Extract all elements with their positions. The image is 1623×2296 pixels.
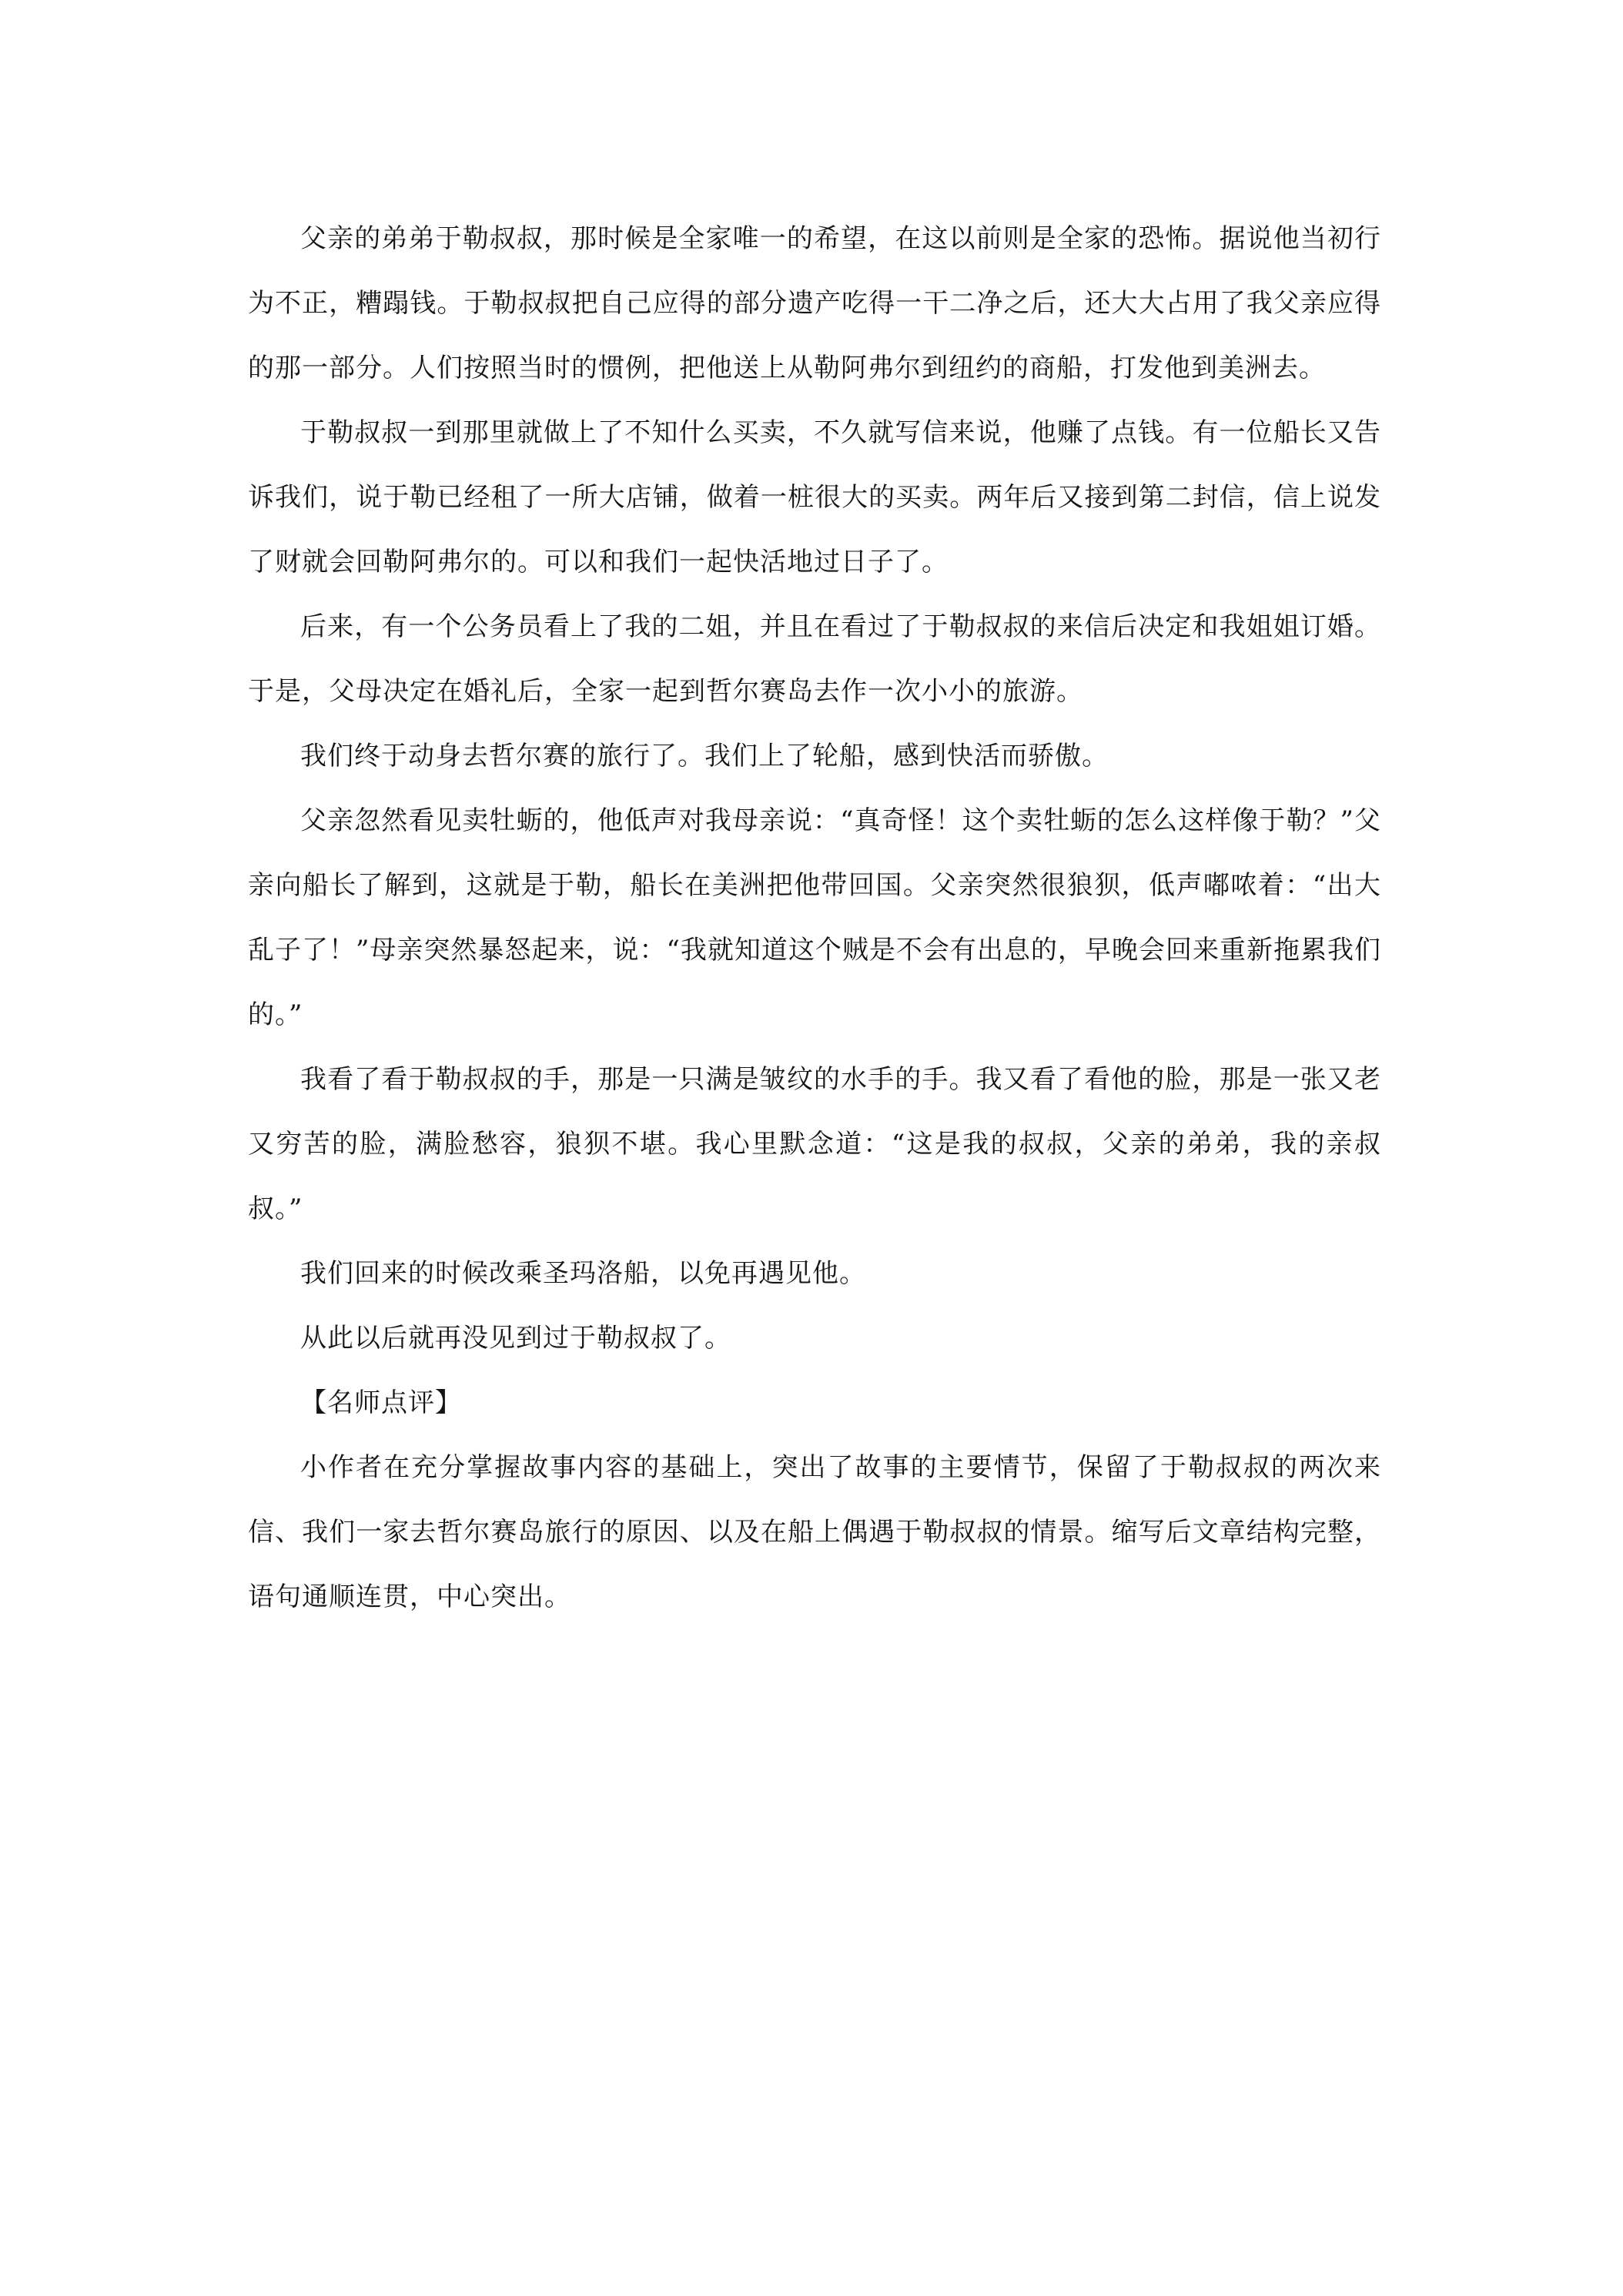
paragraph-ending: 从此以后就再没见到过于勒叔叔了。: [300, 1323, 731, 1354]
paragraph-engagement: 后来，有一个公务员看上了我的二姐，并且在看过了于勒叔叔的来信后决定和我姐姐订婚。于是，父母决定在婚礼后，全家一起到哲尔赛岛去作一次小小的旅游。: [248, 611, 1381, 707]
document-page: [248, 206, 1381, 1629]
paragraph-uncle-hands: 我看了看于勒叔叔的手，那是一只满是皱纹的水手的手。我又看了看他的脸，那是一张又老又穷苦的脸，满脸愁容，狼狈不堪。我心里默念道：“这是我的叔叔，父亲的弟弟，我的亲叔叔。”: [248, 1064, 1381, 1224]
commentary-heading: 【名师点评】: [300, 1387, 462, 1418]
paragraph-uncle-letters: 于勒叔叔一到那里就做上了不知什么买卖，不久就写信来说，他赚了点钱。有一位船长又告诉我们，说于勒已经租了一所大店铺，做着一桩很大的买卖。两年后又接到第二封信，信上说发了财就会回勒阿弗尔的。可以和我们一起快活地过日子了。: [248, 417, 1381, 577]
paragraph-departure: 我们终于动身去哲尔赛的旅行了。我们上了轮船，感到快活而骄傲。: [300, 741, 1109, 771]
paragraph-return: 我们回来的时候改乘圣玛洛船，以免再遇见他。: [300, 1258, 866, 1289]
paragraph-oyster-seller: 父亲忽然看见卖牡蛎的，他低声对我母亲说：“真奇怪！这个卖牡蛎的怎么这样像于勒？”父亲向船长了解到，这就是于勒，船长在美洲把他带回国。父亲突然很狼狈，低声嘟哝着：“出大乱子了！”母亲突然暴怒起来，说：“我就知道这个贼是不会有出息的，早晚会回来重新拖累我们的。”: [248, 805, 1381, 1030]
commentary-text: 小作者在充分掌握故事内容的基础上，突出了故事的主要情节，保留了于勒叔叔的两次来信、我们一家去哲尔赛岛旅行的原因、以及在船上偶遇于勒叔叔的情景。缩写后文章结构完整，语句通顺连贯，中心突出。: [248, 1452, 1381, 1612]
paragraph-uncle-background: 父亲的弟弟于勒叔叔，那时候是全家唯一的希望，在这以前则是全家的恐怖。据说他当初行为不正，糟蹋钱。于勒叔叔把自己应得的部分遗产吃得一干二净之后，还大大占用了我父亲应得的那一部分。人们按照当时的惯例，把他送上从勒阿弗尔到纽约的商船，打发他到美洲去。: [248, 223, 1381, 383]
